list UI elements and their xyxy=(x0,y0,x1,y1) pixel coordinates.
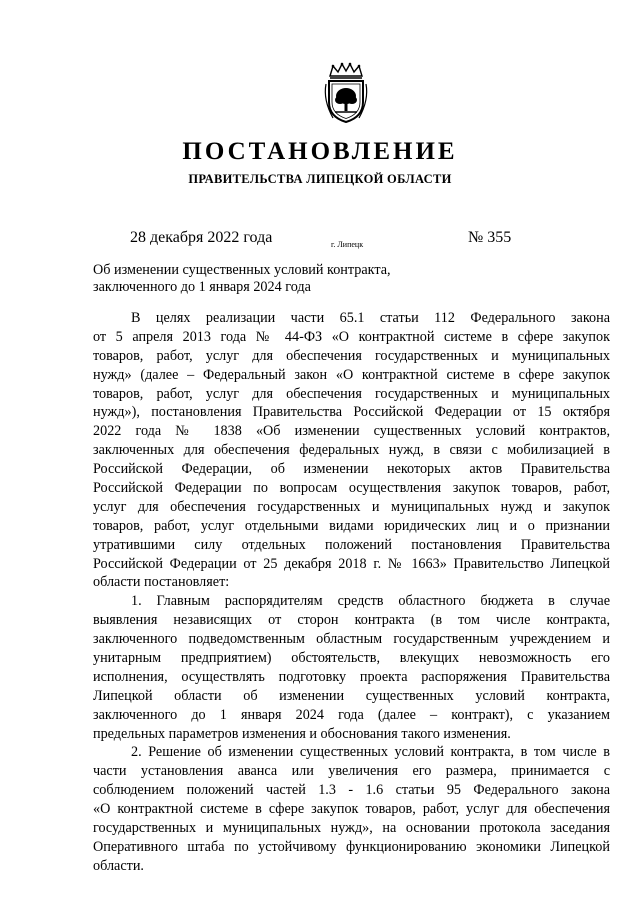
body-line: Российской Федерации по вопросам осуществления закупок товаров, работ, xyxy=(93,480,610,497)
body-line: части установления аванса или увеличения его размера, принимается с xyxy=(93,763,610,780)
body-line: 1. Главным распорядителям средств областного бюджета в случае xyxy=(131,593,610,610)
body-line: Липецкой области об изменении существенных условий контракта, xyxy=(93,687,610,704)
document-number: № 355 xyxy=(468,229,512,246)
body-line: нужд» (далее – Федеральный закон «О контрактной системе в сфере закупок xyxy=(93,366,610,383)
body-line: соблюдением положений частей 1.3 - 1.6 статьи 95 Федерального закона xyxy=(93,782,610,799)
body-line: заключенных для обеспечения федеральных нужд, в связи с мобилизацией в xyxy=(93,442,610,459)
heading-line: Об изменении существенных условий контракта, xyxy=(93,262,391,278)
body-line: Оперативного штаба по устойчивому функционированию экономики Липецкой xyxy=(93,838,610,855)
body-line: 2. Решение об изменении существенных условий контракта, в том числе в xyxy=(131,744,610,761)
body-line: предельных параметров изменения и обоснования такого изменения. xyxy=(93,725,511,742)
document-heading xyxy=(93,262,391,296)
document-body xyxy=(93,309,610,876)
body-line: услуг для обеспечения государственных и муниципальных нужд и закупок xyxy=(93,498,610,515)
body-line: товаров, работ, услуг для обеспечения государственных и муниципальных xyxy=(93,347,610,364)
body-line: области постановляет: xyxy=(93,574,230,591)
body-line: Российской Федерации, об изменении некоторых актов Правительства xyxy=(93,461,610,478)
body-line: унитарным предприятием) обстоятельств, влекущих невозможность его xyxy=(93,650,610,667)
body-line: нужд»), постановления Правительства Российской Федерации от 15 октября xyxy=(93,404,610,421)
body-line: товаров, работ, услуг отдельными видами юридических лиц и о признании xyxy=(93,517,610,534)
body-line: Российской Федерации от 25 декабря 2018 г. № 1663» Правительство Липецкой xyxy=(93,555,610,572)
body-line: «О контрактной системе в сфере закупок товаров, работ, услуг для обеспечения xyxy=(93,801,610,818)
body-line: исполнения, осуществлять подготовку проекта распоряжения Правительства xyxy=(93,668,610,685)
body-line: государственных и муниципальных нужд», на основании протокола заседания xyxy=(93,820,610,837)
body-line: выявления независящих от сторон контракта (в том числе контракта, xyxy=(93,612,610,629)
heading-line: заключенного до 1 января 2024 года xyxy=(93,279,311,295)
document-date: 28 декабря 2022 года xyxy=(130,229,273,246)
document-city: г. Липецк xyxy=(331,240,364,249)
lipetsk-region-coat-of-arms-icon xyxy=(321,62,371,124)
document-title: ПОСТАНОВЛЕНИЕ xyxy=(182,138,458,165)
body-line: В целях реализации части 65.1 статьи 112 Федерального закона xyxy=(131,310,610,326)
body-line: области. xyxy=(93,857,144,874)
body-line: 2022 года № 1838 «Об изменении существенных условий контрактов, xyxy=(93,423,610,440)
body-line: товаров, работ, услуг для обеспечения государственных и муниципальных xyxy=(93,385,610,402)
body-line: утратившими силу отдельных положений постановления Правительства xyxy=(93,536,610,553)
body-line: заключенного до 1 января 2024 года (далее – контракт), с указанием xyxy=(93,706,610,723)
body-line: заключенного подведомственным областным государственным учреждением и xyxy=(93,631,610,648)
body-line: от 5 апреля 2013 года № 44-ФЗ «О контрактной системе в сфере закупок xyxy=(93,328,610,345)
issuing-authority: ПРАВИТЕЛЬСТВА ЛИПЕЦКОЙ ОБЛАСТИ xyxy=(188,172,452,186)
